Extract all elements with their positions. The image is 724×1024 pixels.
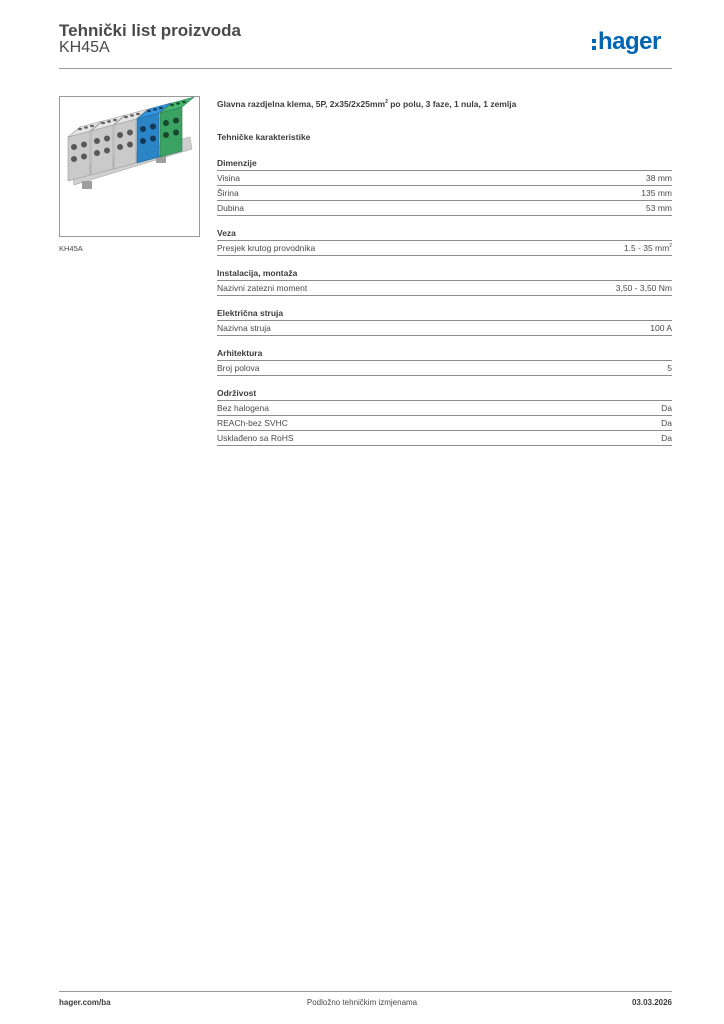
spec-group: [217, 267, 672, 296]
screw-hole: [90, 125, 94, 127]
wire-hole: [173, 118, 179, 124]
spec-label: Broj polova: [217, 363, 260, 373]
wire-hole: [71, 156, 77, 162]
spec-value: [646, 171, 672, 185]
wire-hole: [173, 130, 179, 136]
spec-value-text: 38 mm: [646, 173, 672, 183]
spec-value-text: 1.5 - 35 mm: [623, 243, 670, 253]
wire-hole: [94, 150, 100, 156]
spec-value-text: Da: [661, 433, 672, 443]
hager-logo: [592, 28, 661, 56]
description-text: Glavna razdjelna klema, 5P, 2x35/2x25mm: [217, 98, 386, 109]
description-text-end: po polu, 3 faze, 1 nula, 1 zemlja: [387, 98, 517, 109]
spec-row: [217, 416, 672, 431]
wire-hole: [81, 154, 87, 160]
spec-value-text: 3,50 - 3,50 Nm: [615, 283, 672, 293]
spec-value: [641, 186, 672, 200]
wire-hole: [104, 136, 110, 142]
screw-hole: [113, 119, 117, 121]
spec-value-text: Da: [661, 403, 672, 413]
spec-label: Širina: [217, 188, 239, 198]
wire-hole: [163, 120, 169, 126]
spec-label: REACh-bez SVHC: [217, 418, 288, 428]
spec-value: [616, 281, 672, 295]
wire-hole: [94, 138, 100, 144]
base-foot: [82, 181, 92, 189]
spec-group: [217, 227, 672, 256]
spec-group-title: Održivost: [217, 387, 672, 401]
wire-hole: [104, 148, 110, 154]
screw-hole: [159, 107, 163, 109]
terminal-block-illustration: [60, 97, 199, 236]
screw-hole: [147, 110, 151, 112]
screw-hole: [153, 108, 157, 110]
spec-row: [217, 321, 672, 336]
spec-group: [217, 347, 672, 376]
spec-label: Nazivni zatezni moment: [217, 283, 308, 293]
screw-hole: [124, 116, 128, 118]
screw-hole: [136, 113, 140, 115]
spec-row: [217, 186, 672, 201]
product-description: [217, 96, 672, 110]
screw-hole: [107, 120, 111, 122]
spec-group-title: Veza: [217, 227, 672, 241]
description-superscript: 2: [385, 99, 388, 105]
spec-row: [217, 281, 672, 296]
footer-note: Podložno tehničkim izmjenama: [306, 998, 418, 1007]
spec-row: [217, 431, 672, 446]
screw-hole: [101, 122, 105, 124]
logo-text: hager: [598, 28, 661, 55]
spec-value-text: 53 mm: [646, 203, 672, 213]
spec-value-text: 135 mm: [641, 188, 672, 198]
spec-value-text: 100 A: [650, 323, 672, 333]
footer-website: hager.com/ba: [59, 998, 111, 1007]
spec-label: Visina: [217, 173, 240, 183]
spec-value: [661, 431, 672, 445]
wire-hole: [140, 126, 146, 132]
spec-group-title: Instalacija, montaža: [217, 267, 672, 281]
logo-dots-icon: [592, 39, 596, 50]
spec-group-title: Arhitektura: [217, 347, 672, 361]
spec-row: [217, 241, 672, 256]
header-divider: [59, 68, 672, 69]
spec-group-title: Električna struja: [217, 307, 672, 321]
product-code: KH45A: [59, 39, 110, 56]
spec-value: [667, 361, 672, 375]
spec-value-text: 5: [667, 363, 672, 373]
image-caption: KH45A: [59, 244, 83, 253]
spec-label: Dubina: [217, 203, 244, 213]
wire-hole: [71, 144, 77, 150]
document-title: Tehnički list proizvoda: [59, 21, 241, 40]
product-image: [59, 96, 200, 237]
spec-group-title: Dimenzije: [217, 157, 672, 171]
screw-hole: [170, 104, 174, 106]
spec-group: [217, 307, 672, 336]
spec-value: [661, 401, 672, 415]
wire-hole: [127, 142, 133, 148]
wire-hole: [127, 130, 133, 136]
screw-hole: [182, 101, 186, 103]
wire-hole: [150, 136, 156, 142]
spec-value-text: Da: [661, 418, 672, 428]
wire-hole: [117, 144, 123, 150]
screw-hole: [78, 128, 82, 130]
spec-row: [217, 201, 672, 216]
spec-label: Usklađeno sa RoHS: [217, 433, 294, 443]
screw-hole: [130, 114, 134, 116]
wire-hole: [117, 132, 123, 138]
screw-hole: [176, 102, 180, 104]
spec-row: [217, 171, 672, 186]
spec-row: [217, 401, 672, 416]
spec-value: [650, 321, 672, 335]
spec-value: [624, 241, 672, 255]
spec-label: Bez halogena: [217, 403, 269, 413]
spec-group: [217, 157, 672, 216]
tech-characteristics-title: Tehničke karakteristike: [217, 132, 311, 142]
footer-divider: [59, 991, 672, 992]
spec-group: [217, 387, 672, 446]
wire-hole: [163, 132, 169, 138]
spec-value: [661, 416, 672, 430]
specification-panel: [217, 96, 672, 446]
spec-groups: [217, 157, 672, 446]
spec-row: [217, 361, 672, 376]
spec-value: [646, 201, 672, 215]
spec-label: Nazivna struja: [217, 323, 271, 333]
spec-label: Presjek krutog provodnika: [217, 243, 316, 253]
wire-hole: [140, 138, 146, 144]
footer-date: 03.03.2026: [631, 998, 672, 1007]
screw-hole: [84, 126, 88, 128]
wire-hole: [150, 124, 156, 130]
spec-value-superscript: 2: [669, 243, 672, 250]
wire-hole: [81, 142, 87, 148]
